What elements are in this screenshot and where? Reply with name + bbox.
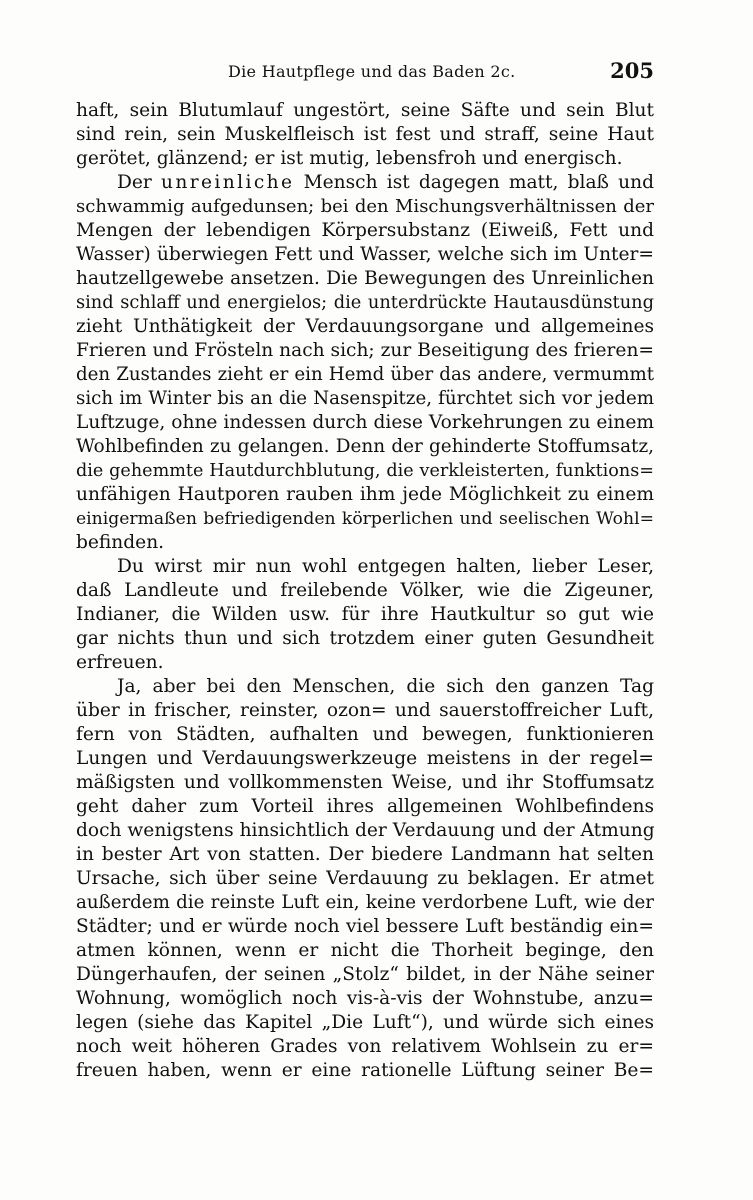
text-line: freuen haben, wenn er eine rationelle Lüftung seiner Be= <box>76 1060 654 1081</box>
text-line: Der unreinliche Mensch ist dagegen matt, blaß und <box>117 172 654 193</box>
text-line: legen (siehe das Kapitel „Die Luft“), und würde sich eines <box>76 1012 654 1033</box>
text-line: Wasser) überwiegen Fett und Wasser, welche sich im Unter= <box>76 244 654 265</box>
text-line: zieht Unthätigkeit der Verdauungsorgane und allgemeines <box>76 316 654 337</box>
text-line: einigermaßen befriedigenden körperlichen und seelischen Wohl= <box>76 509 654 529</box>
text-line: Mengen der lebendigen Körpersubstanz (Eiweiß, Fett und <box>76 220 654 241</box>
text-line: sich im Winter bis an die Nasenspitze, fürchtet sich vor jedem <box>76 388 654 409</box>
text-line: erfreuen. <box>76 652 164 673</box>
page-header <box>76 58 654 88</box>
text-line: den Zustandes zieht er ein Hemd über das andere, vermummt <box>76 364 654 385</box>
text-line: außerdem die reinste Luft ein, keine verdorbene Luft, wie der <box>76 892 654 913</box>
text-line: befinden. <box>76 532 165 553</box>
text-line: die gehemmte Hautdurchblutung, die verkleisterten, funktions= <box>76 461 654 481</box>
text-line: haft, sein Blutumlauf ungestört, seine Säfte und sein Blut <box>76 100 654 121</box>
text-line: sind schlaff und energielos; die unterdrückte Hautausdünstung <box>76 292 654 313</box>
text-line: atmen können, wenn er nicht die Thorheit beginge, den <box>76 940 654 961</box>
text-line: schwammig aufgedunsen; bei den Mischungsverhältnissen der <box>76 196 654 217</box>
text-line: Ursache, sich über seine Verdauung zu beklagen. Er atmet <box>76 868 654 889</box>
emphasized-word: unreinliche <box>160 172 295 193</box>
text-line: gar nichts thun und sich trotzdem einer guten Gesundheit <box>76 628 654 649</box>
text-line: Lungen und Verdauungswerkzeuge meistens in der regel= <box>76 748 654 769</box>
text-line: Frieren und Frösteln nach sich; zur Beseitigung des frieren= <box>76 340 654 361</box>
running-head: Die Hautpflege und das Baden 2c. <box>228 62 516 81</box>
text-line: Wohnung, womöglich noch vis-à-vis der Wohnstube, anzu= <box>76 988 654 1009</box>
text-line: in bester Art von statten. Der biedere Landmann hat selten <box>76 844 654 865</box>
text-line: sind rein, sein Muskelfleisch ist fest und straff, seine Haut <box>76 124 654 145</box>
text-line: hautzellgewebe ansetzen. Die Bewegungen des Unreinlichen <box>76 268 654 289</box>
body-text <box>76 99 654 1083</box>
text-line: fern von Städten, aufhalten und bewegen, funktionieren <box>76 724 654 745</box>
text-line: Indianer, die Wilden usw. für ihre Hautkultur so gut wie <box>76 604 654 625</box>
text-line: Wohlbefinden zu gelangen. Denn der gehinderte Stoffumsatz, <box>76 436 654 457</box>
text-line: doch wenigstens hinsichtlich der Verdauung und der Atmung <box>76 820 655 841</box>
text-line: noch weit höheren Grades von relativem Wohlsein zu er= <box>76 1036 654 1057</box>
text-line: Düngerhaufen, der seinen „Stolz“ bildet, in der Nähe seiner <box>76 964 654 985</box>
text-line: Ja, aber bei den Menschen, die sich den ganzen Tag <box>117 676 654 697</box>
text-line: unfähigen Hautporen rauben ihm jede Möglichkeit zu einem <box>76 484 654 505</box>
text-line: daß Landleute und freilebende Völker, wie die Zigeuner, <box>76 580 654 601</box>
text-line: gerötet, glänzend; er ist mutig, lebensfroh und energisch. <box>76 148 623 169</box>
text-line: mäßigsten und vollkommensten Weise, und ihr Stoffumsatz <box>76 772 654 793</box>
text-line: Städter; und er würde noch viel bessere Luft beständig ein= <box>76 916 654 937</box>
text-line: Du wirst mir nun wohl entgegen halten, lieber Leser, <box>117 556 654 577</box>
page-number: 205 <box>610 58 654 83</box>
text-line: geht daher zum Vorteil ihres allgemeinen Wohlbefindens <box>76 796 654 817</box>
text-line: Luftzuge, ohne indessen durch diese Vorkehrungen zu einem <box>76 412 654 433</box>
text-line: über in frischer, reinster, ozon= und sauerstoffreicher Luft, <box>76 700 654 721</box>
